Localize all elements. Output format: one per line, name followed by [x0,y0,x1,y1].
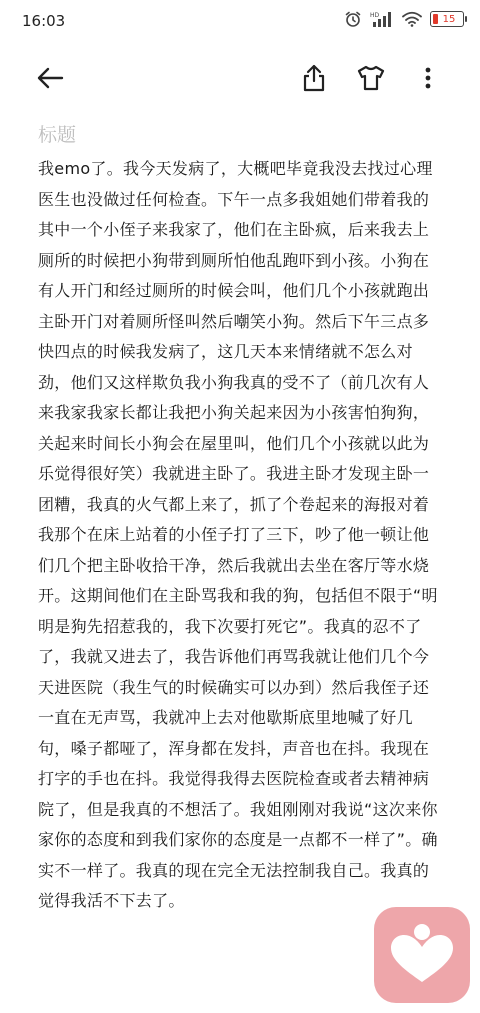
status-icons [344,10,464,28]
heart-person-icon [387,920,457,990]
share-icon [301,64,327,96]
back-arrow-icon [36,66,64,94]
top-toolbar [0,58,480,102]
tshirt-theme-icon [357,65,385,95]
hd-signal-icon [370,10,394,28]
more-options-button[interactable] [406,58,450,102]
share-button[interactable] [292,58,336,102]
title-input[interactable]: 标题 [38,124,77,146]
svg-text:HD: HD [370,12,380,19]
wifi-icon [402,11,422,27]
note-body-text[interactable]: 我emo了。我今天发病了，大概吧毕竟我没去找过心理医生也没做过任何检查。下午一点多我姐她们带着我的其中一个小侄子来我家了，他们在主卧疯，后来我去上厕所的时候把小狗带到厕所怕他乱跑吓到小孩。小狗在有人开门和经过厕所的时候会叫，他们几个小孩就跑出主卧开门对着厕所怪叫然后嘲笑小狗。然后下午三点多快四点的时候我发病了，这几天本来情绪就不怎么对劲，他们又这样欺负我小狗我真的受不了（前几次有人来我家我家长都让我把小狗关起来因为小孩害怕狗狗，关起来时间长小狗会在屋里叫，他们几个小孩就以此为乐觉得很好笑）我就进主卧了。我进主卧才发现主卧一团糟，我真的火气都上来了，抓了个卷起来的海报对着我那个在床上站着的小侄子打了三下，吵了他一顿让他们几个把主卧收拾干净，然后我就出去坐在客厅等水烧开。这期间他们在主卧骂我和我的狗，包括但不限于“明明是狗先招惹我的，我下次要打死它”。我真的忍不了了，我就又进去了，我告诉他们再骂我就让他们几个今天进医院（我生气的时候确实可以办到）然后我侄子还一直在无声骂，我就冲上去对他歇斯底里地喊了好几句，嗓子都哑了，浑身都在发抖，声音也在抖。我现在打字的手也在抖。我觉得我得去医院检查或者去精神病院了，但是我真的不想活了。我姐刚刚对我说“这次来你家你的态度和到我们家你的态度是一点都不一样了”。确实不一样了。我真的现在完全无法控制我自己。我真的觉得我活不下去了。 [38,159,438,910]
battery-level: 15 [442,13,456,25]
status-time: 16:03 [22,12,66,30]
floating-app-button[interactable] [374,907,470,1003]
status-bar [0,0,480,40]
more-vertical-icon [424,66,432,94]
back-button[interactable] [28,58,72,102]
alarm-icon [344,10,362,28]
battery-icon [430,11,464,27]
theme-button[interactable] [349,58,393,102]
